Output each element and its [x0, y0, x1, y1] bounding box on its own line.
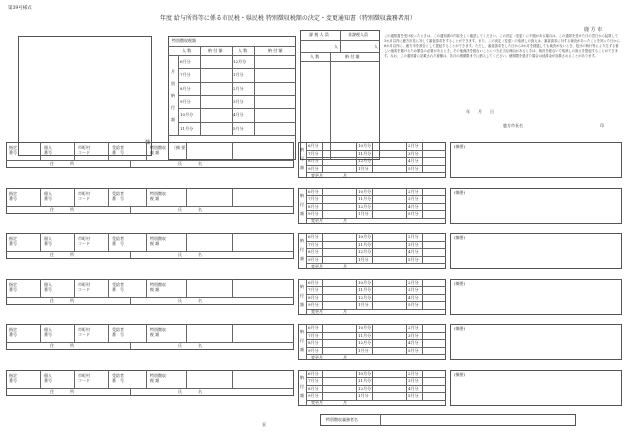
- employee-record: [0, 370, 630, 414]
- employee-record: [0, 142, 630, 186]
- address-label: 住 所: [50, 297, 74, 303]
- payment-month: 6月分: [308, 279, 319, 285]
- payment-label-char: 納: [300, 374, 304, 380]
- payment-month: 10月分: [358, 143, 372, 148]
- payment-label-char: 額: [300, 301, 304, 307]
- summary-month-right: 2月分: [233, 85, 244, 91]
- payment-month: 11月分: [358, 332, 372, 338]
- payment-month: 9月分: [308, 211, 319, 216]
- page-mark: 頁: [262, 422, 266, 427]
- payment-month: 6月分: [308, 325, 319, 330]
- designation-number-label: 指定 番号: [9, 236, 17, 246]
- name-label: 氏 名: [178, 206, 202, 212]
- recipient-honorific: 様: [145, 140, 151, 146]
- payment-month: 10月分: [358, 325, 372, 330]
- payment-month: 4月分: [408, 340, 419, 345]
- payment-month: 12月分: [358, 340, 372, 345]
- personal-number-label: 個人 番号: [44, 236, 52, 246]
- payment-month: 5月分: [408, 165, 419, 171]
- address-label: 住 所: [50, 206, 74, 212]
- payment-month: 12月分: [358, 203, 372, 209]
- payment-label-char: 額: [300, 165, 304, 170]
- payment-month: 7月分: [308, 241, 319, 247]
- payment-label-char: 付: [300, 383, 304, 389]
- payment-month: 2月分: [408, 143, 419, 148]
- summary-side-char: 付: [171, 105, 175, 110]
- change-month-label: 変更月: [311, 309, 323, 314]
- change-month-suffix: 月: [343, 354, 347, 360]
- special-tax-label: 特別徴収 税 額: [150, 190, 166, 201]
- payment-month: 11月分: [358, 287, 372, 292]
- payment-month: 8月分: [308, 340, 319, 345]
- municipal-code-label: 市町村 コード: [78, 190, 90, 201]
- nontaxable-header: 非課税人員: [348, 32, 368, 37]
- payment-label-char: 額: [300, 210, 304, 216]
- special-tax-label: 特別徴収 税 額: [150, 281, 166, 292]
- payment-month: 4月分: [408, 385, 419, 391]
- address-label: 住 所: [50, 388, 74, 394]
- remarks-label: (摘要): [454, 371, 466, 377]
- payment-label-char: 納: [300, 192, 304, 198]
- city-name: 鹿 方 市: [584, 27, 603, 33]
- payment-month: 4月分: [408, 294, 419, 300]
- payment-month: 10月分: [358, 234, 372, 239]
- remarks-box: [450, 188, 622, 224]
- summary-header-3: 納 付 額: [268, 48, 283, 53]
- remarks-label: (摘要): [454, 280, 466, 286]
- designation-number-label: 指定 番号: [9, 372, 17, 383]
- payment-month: 1月分: [358, 302, 369, 307]
- name-label: 氏 名: [178, 343, 202, 348]
- change-month-suffix: 月: [343, 400, 347, 405]
- change-month-suffix: 月: [343, 172, 347, 178]
- payment-month: 5月分: [408, 347, 419, 353]
- summary-label: 特別徴収税額: [172, 38, 196, 43]
- name-label: 氏 名: [178, 388, 202, 394]
- payment-label-char: 納: [300, 238, 304, 243]
- summary-header-2: 人 数: [238, 48, 248, 53]
- date-line: 年 月 日: [466, 109, 494, 114]
- summary-side-char: 額: [171, 117, 175, 122]
- obligor-box: [320, 414, 576, 426]
- payment-month: 8月分: [308, 203, 319, 209]
- remarks-label: (摘要): [454, 189, 466, 195]
- payment-month: 3月分: [408, 241, 419, 247]
- change-month-suffix: 月: [343, 309, 347, 314]
- employee-record: [0, 188, 630, 232]
- payment-month: 4月分: [408, 203, 419, 209]
- obligor-label: 特別徴収義務者名: [326, 417, 358, 422]
- payment-month: 5月分: [408, 211, 419, 216]
- municipal-code-label: 市町村 コード: [78, 281, 90, 292]
- name-label: 氏 名: [178, 161, 202, 166]
- payment-month: 12月分: [358, 249, 372, 254]
- payment-month: 10月分: [358, 370, 372, 376]
- payment-month: 8月分: [308, 294, 319, 300]
- payment-month: 8月分: [308, 158, 319, 163]
- summary-month-right: 4月分: [233, 112, 244, 118]
- payment-month: 5月分: [408, 393, 419, 398]
- payment-month: 3月分: [408, 378, 419, 383]
- payment-label-char: 額: [300, 392, 304, 398]
- payment-month: 2月分: [408, 370, 419, 376]
- municipal-code-label: 市町村 コード: [78, 236, 90, 246]
- payment-month: 3月分: [408, 332, 419, 338]
- payment-month: 2月分: [408, 279, 419, 285]
- payment-month: 1月分: [358, 165, 369, 171]
- summary-month-left: 8月分: [180, 85, 191, 91]
- payment-month: 1月分: [358, 211, 369, 216]
- summary-header-1: 納 付 額: [208, 48, 223, 53]
- municipal-code-label: 市町村 コード: [78, 327, 90, 337]
- payment-month: 2月分: [408, 234, 419, 239]
- payment-month: 2月分: [408, 188, 419, 194]
- name-label: 氏 名: [178, 252, 202, 257]
- payment-month: 6月分: [308, 370, 319, 376]
- change-month-label: 変更月: [311, 400, 323, 405]
- summary-header-0: 人 数: [182, 48, 192, 53]
- issuer-name: 鹿方市長名: [503, 123, 523, 128]
- payment-label-char: 付: [300, 201, 304, 207]
- payment-month: 9月分: [308, 302, 319, 307]
- summary-month-left: 7月分: [180, 72, 191, 78]
- summary-month-right: 1月分: [233, 72, 244, 78]
- payment-label-char: 額: [300, 347, 304, 352]
- payment-month: 11月分: [358, 196, 372, 201]
- nontaxable-unit: 人: [374, 44, 378, 49]
- summary-month-left: 10月分: [180, 112, 194, 118]
- payment-month: 7月分: [308, 378, 319, 383]
- employee-record: [0, 279, 630, 323]
- payment-month: 10月分: [358, 279, 372, 285]
- employee-record: [0, 233, 630, 277]
- payment-month: 3月分: [408, 150, 419, 156]
- change-month-label: 変更月: [311, 354, 323, 360]
- payment-month: 3月分: [408, 287, 419, 292]
- payment-month: 7月分: [308, 287, 319, 292]
- address-label: 住 所: [50, 161, 74, 166]
- recipient-number-label: 受給者 番 号: [112, 281, 124, 292]
- summary-month-left: 9月分: [180, 98, 191, 104]
- change-month-label: 変更月: [311, 263, 323, 269]
- payment-label-char: 付: [300, 338, 304, 343]
- remarks-label: (摘要): [454, 144, 466, 149]
- designation-number-label: 指定 番号: [9, 190, 17, 201]
- employee-record: [0, 324, 630, 368]
- remarks-box: [450, 370, 622, 406]
- payment-month: 4月分: [408, 249, 419, 254]
- summary-month-right: 5月分: [233, 125, 244, 131]
- payment-label-char: 納: [300, 283, 304, 289]
- payment-month: 11月分: [358, 241, 372, 247]
- recipient-number-label: 受給者 番 号: [112, 327, 124, 337]
- payment-label-char: 納: [300, 329, 304, 334]
- payment-month: 9月分: [308, 393, 319, 398]
- payment-month: 8月分: [308, 249, 319, 254]
- payment-month: 7月分: [308, 196, 319, 201]
- payment-month: 12月分: [358, 294, 372, 300]
- change-month-suffix: 月: [343, 263, 347, 269]
- recipient-address-box: [18, 36, 152, 156]
- issuer-seal: 印: [600, 123, 604, 128]
- recipient-number-label: 受給者 番 号: [112, 190, 124, 201]
- payment-month: 5月分: [408, 302, 419, 307]
- payment-label-char: 納: [300, 147, 304, 152]
- payment-month: 5月分: [408, 256, 419, 262]
- special-tax-label: 特別徴収 税 額: [150, 372, 166, 383]
- designation-number-label: 指定 番号: [9, 281, 17, 292]
- summary-side-char: 納: [171, 93, 175, 98]
- taxable-header: 課 税 人 員: [309, 32, 329, 37]
- summary-side-char: 別: [171, 81, 175, 86]
- personal-number-label: 個人 番号: [44, 281, 52, 292]
- personal-number-label: 個人 番号: [44, 327, 52, 337]
- notice-text: この通知書を受け取ったときは、この通知書の内容をよく確認してください。この決定（変更）に不服がある場合は、この通知を受けた日の翌日から起算して3か月以内に鹿方市長に対して審査請求をすることができます。また、この決定（変更）の取消しの訴えは、審査請求に対する裁決があったことを知った日から6か月以内に、鹿方市を被告として提起することができます。ただし、審査請求をした日から3か月を経過しても裁決がないとき、処分の執行等により生ずる著しい損害を避けるため緊急の必要があるとき、その他裁決を経ないことにつき正当な理由があるときは、裁決を経ないで取消しの訴えを提起することができます。なお、この通知書に記載された税額は、各月の納期限までに納入してください。納期限を過ぎた場合は延滞金が加算されることがあります。: [384, 34, 620, 58]
- payment-label-char: 額: [300, 256, 304, 261]
- remarks-label: (摘要): [454, 235, 466, 240]
- page-title: 年度 給与所得等に係る市民税・県民税 特別徴収税額の決定・変更通知書（特別徴収義務者用）: [160, 15, 416, 22]
- remarks-box: [450, 279, 622, 315]
- personal-number-label: 個人 番号: [44, 145, 52, 155]
- payment-month: 6月分: [308, 188, 319, 194]
- remarks-label: (摘要): [454, 326, 466, 331]
- recipient-number-label: 受給者 番 号: [112, 145, 124, 155]
- summary-month-right: 12月分: [233, 59, 247, 64]
- special-tax-label: 特別徴収 税 額: [150, 236, 166, 246]
- payment-month: 10月分: [358, 188, 372, 194]
- name-label: 氏 名: [178, 297, 202, 303]
- payment-month: 6月分: [308, 234, 319, 239]
- payment-month: 9月分: [308, 256, 319, 262]
- remarks-box: [450, 233, 622, 269]
- payment-label-char: 付: [300, 247, 304, 252]
- payment-month: 1月分: [358, 347, 369, 353]
- payment-month: 2月分: [408, 325, 419, 330]
- recipient-number-label: 受給者 番 号: [112, 372, 124, 383]
- payment-month: 1月分: [358, 393, 369, 398]
- summary-month-right: 3月分: [233, 98, 244, 104]
- municipal-code-label: 市町村 コード: [78, 145, 90, 155]
- payment-month: 9月分: [308, 347, 319, 353]
- payment-month: 4月分: [408, 158, 419, 163]
- payment-month: 7月分: [308, 150, 319, 156]
- summary-month-left: 11月分: [180, 125, 194, 131]
- designation-number-label: 指定 番号: [9, 145, 17, 155]
- payment-month: 12月分: [358, 158, 372, 163]
- special-tax-label: 特別徴収 税 額: [150, 327, 166, 337]
- remarks-box: [450, 142, 622, 178]
- payment-month: 1月分: [358, 256, 369, 262]
- taxable-unit: 人: [334, 44, 338, 49]
- payment-month: 3月分: [408, 196, 419, 201]
- payment-month: 12月分: [358, 385, 372, 391]
- payment-month: 9月分: [308, 165, 319, 171]
- special-tax-label: 特別徴収 税 額: [150, 145, 166, 155]
- change-month-suffix: 月: [343, 218, 347, 223]
- payment-label-char: 付: [300, 156, 304, 161]
- personal-number-label: 個人 番号: [44, 190, 52, 201]
- municipal-code-label: 市町村 コード: [78, 372, 90, 383]
- remarks-box: [450, 324, 622, 360]
- payment-label-char: 付: [300, 292, 304, 298]
- change-month-label: 変更月: [311, 172, 323, 178]
- recipient-number-label: 受給者 番 号: [112, 236, 124, 246]
- summary-month-left: 6月分: [180, 59, 191, 64]
- payment-month: 6月分: [308, 143, 319, 148]
- designation-number-label: 指定 番号: [9, 327, 17, 337]
- personal-number-label: 個人 番号: [44, 372, 52, 383]
- payment-month: 7月分: [308, 332, 319, 338]
- summary-memo-label: （摘 要）: [172, 145, 190, 150]
- change-month-label: 変更月: [311, 218, 323, 223]
- address-label: 住 所: [50, 343, 74, 348]
- payment-month: 11月分: [358, 150, 372, 156]
- payment-month: 8月分: [308, 385, 319, 391]
- form-number: 第39号様式: [8, 6, 32, 11]
- taxpayer-sub-1: 納 付 額: [345, 54, 360, 59]
- taxpayer-sub-0: 人 数: [310, 54, 320, 59]
- summary-side-char: 月: [171, 69, 175, 74]
- address-label: 住 所: [50, 252, 74, 257]
- payment-month: 11月分: [358, 378, 372, 383]
